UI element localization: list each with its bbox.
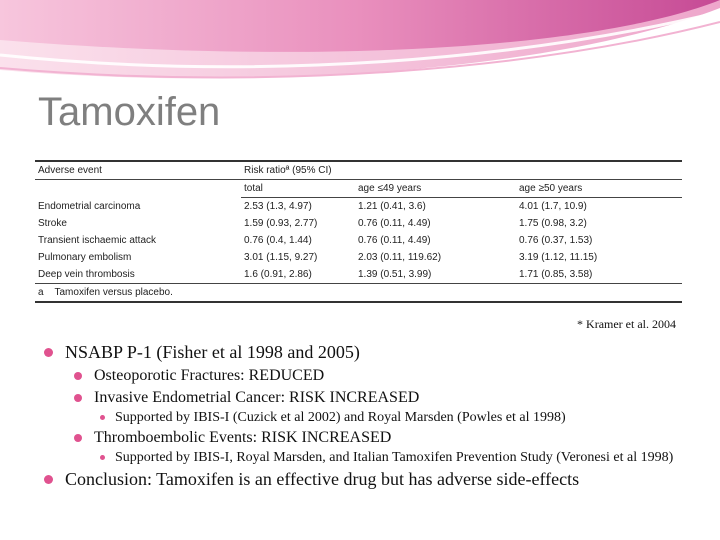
cell-age-under-49: 2.03 (0.11, 119.62) xyxy=(358,252,442,263)
table-footnote: a Tamoxifen versus placebo. xyxy=(35,284,682,303)
bullet-text: NSABP P-1 (Fisher et al 1998 and 2005) xyxy=(65,342,360,362)
cell-age-over-50: 4.01 (1.7, 10.9) xyxy=(519,201,587,212)
sub-bullet-item xyxy=(74,366,704,386)
table-row xyxy=(35,266,682,284)
decorative-banner xyxy=(0,0,720,90)
bullet-dot-icon xyxy=(74,372,82,380)
table-row xyxy=(35,249,682,266)
row-label: Pulmonary embolism xyxy=(38,252,132,263)
cell-total: 1.59 (0.93, 2.77) xyxy=(244,218,318,229)
bullet-text: Supported by IBIS-I (Cuzick et al 2002) and Royal Marsden (Powles et al 1998) xyxy=(115,410,566,425)
table-subheader-row xyxy=(35,180,682,198)
cell-age-over-50: 1.75 (0.98, 3.2) xyxy=(519,218,587,229)
row-label: Transient ischaemic attack xyxy=(38,235,157,246)
cell-age-over-50: 1.71 (0.85, 3.58) xyxy=(519,269,593,280)
sub-sub-bullet-item xyxy=(100,450,704,465)
slide-title: Tamoxifen xyxy=(38,90,221,134)
bullet-text: Thromboembolic Events: RISK INCREASED xyxy=(94,429,392,446)
bullet-text: Invasive Endometrial Cancer: RISK INCREASED xyxy=(94,389,420,406)
header-age-over-50: age ≥50 years xyxy=(516,180,682,198)
header-total: total xyxy=(241,180,355,198)
bullet-dot-icon xyxy=(74,394,82,402)
bullet-dot-icon xyxy=(100,455,105,460)
bullet-dot-icon xyxy=(74,434,82,442)
sub-bullet-item xyxy=(74,428,704,448)
cell-age-under-49: 0.76 (0.11, 4.49) xyxy=(358,235,431,246)
header-adverse-event: Adverse event xyxy=(35,161,241,180)
table-footnote-row xyxy=(35,284,682,303)
bullet-text: Supported by IBIS-I, Royal Marsden, and Italian Tamoxifen Prevention Study (Veronesi et al 1998) xyxy=(115,450,674,465)
bullet-text: Conclusion: Tamoxifen is an effective drug but has adverse side-effects xyxy=(65,469,580,489)
sub-sub-bullet-item xyxy=(100,410,704,425)
sub-bullet-item xyxy=(74,388,704,408)
table-row xyxy=(35,232,682,249)
table-row xyxy=(35,215,682,232)
bullet-list xyxy=(44,341,704,493)
bullet-item xyxy=(44,341,704,363)
risk-ratio-table xyxy=(35,160,682,303)
cell-total: 2.53 (1.3, 4.97) xyxy=(244,201,312,212)
cell-total: 1.6 (0.91, 2.86) xyxy=(244,269,312,280)
bullet-dot-icon xyxy=(44,475,53,484)
cell-total: 3.01 (1.15, 9.27) xyxy=(244,252,318,263)
row-label: Stroke xyxy=(38,218,67,229)
citation: * Kramer et al. 2004 xyxy=(577,317,676,331)
table-header-row xyxy=(35,161,682,180)
cell-age-over-50: 0.76 (0.37, 1.53) xyxy=(519,235,593,246)
cell-age-over-50: 3.19 (1.12, 11.15) xyxy=(519,252,598,263)
header-blank-cell xyxy=(35,180,241,198)
cell-total: 0.76 (0.4, 1.44) xyxy=(244,235,312,246)
table-row xyxy=(35,198,682,216)
row-label: Deep vein thrombosis xyxy=(38,269,135,280)
bullet-dot-icon xyxy=(44,348,53,357)
bullet-text: Osteoporotic Fractures: REDUCED xyxy=(94,367,325,384)
header-age-under-49: age ≤49 years xyxy=(355,180,516,198)
cell-age-under-49: 1.21 (0.41, 3.6) xyxy=(358,201,426,212)
bullet-item xyxy=(44,468,704,490)
cell-age-under-49: 0.76 (0.11, 4.49) xyxy=(358,218,431,229)
header-risk-ratio: Risk ratioª (95% CI) xyxy=(241,161,682,180)
bullet-dot-icon xyxy=(100,415,105,420)
row-label: Endometrial carcinoma xyxy=(38,200,141,212)
cell-age-under-49: 1.39 (0.51, 3.99) xyxy=(358,269,432,280)
